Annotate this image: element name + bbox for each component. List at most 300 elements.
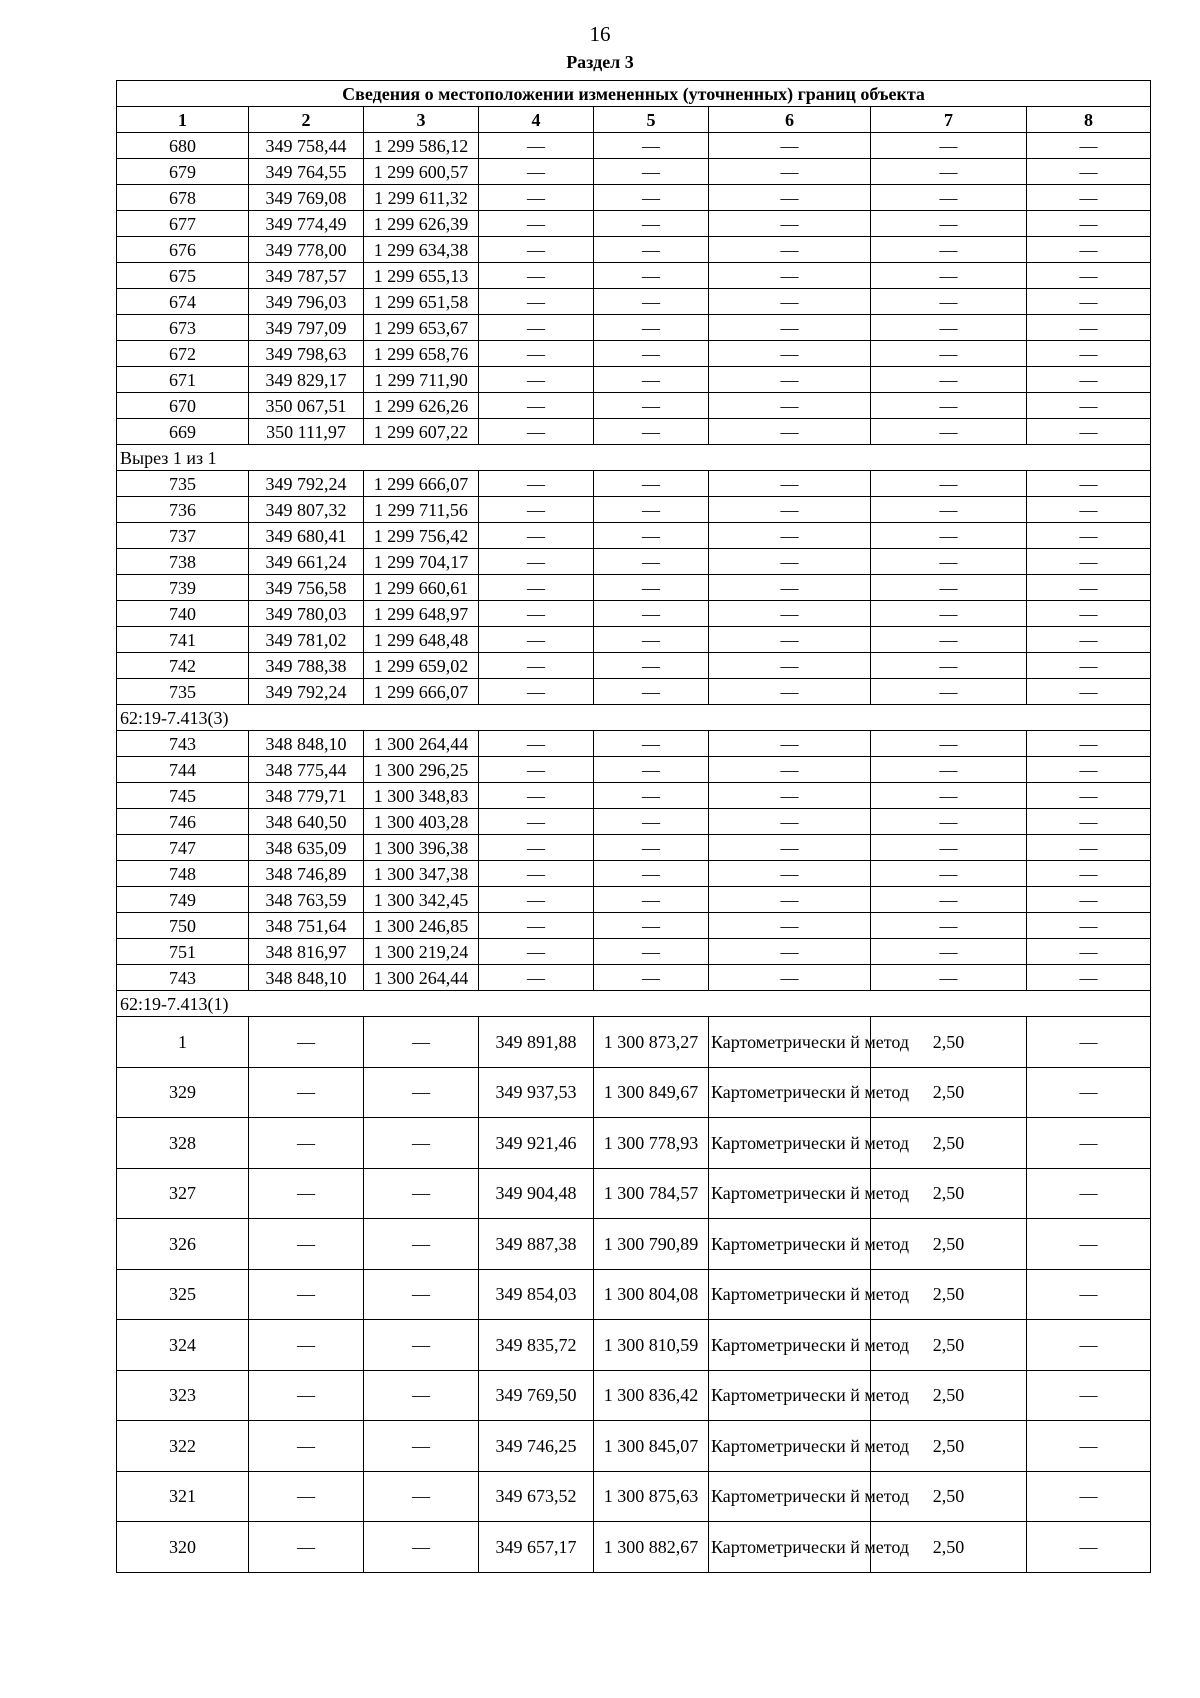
new-coord-y-cell: — bbox=[594, 341, 709, 367]
point-number-cell: 321 bbox=[117, 1471, 249, 1522]
method-cell: — bbox=[709, 237, 871, 263]
coord-y-cell: — bbox=[364, 1522, 479, 1573]
table-row bbox=[117, 185, 1151, 211]
new-coord-y-cell: — bbox=[594, 627, 709, 653]
coord-y-cell: 1 300 403,28 bbox=[364, 809, 479, 835]
new-coord-x-cell: — bbox=[479, 783, 594, 809]
coord-y-cell: — bbox=[364, 1421, 479, 1472]
coord-y-cell: 1 300 347,38 bbox=[364, 861, 479, 887]
column-header: 6 bbox=[709, 107, 871, 133]
table-row bbox=[117, 471, 1151, 497]
description-cell: — bbox=[1027, 1320, 1151, 1371]
boundary-table bbox=[116, 80, 1151, 1573]
new-coord-x-cell: — bbox=[479, 731, 594, 757]
method-cell: — bbox=[709, 315, 871, 341]
new-coord-y-cell: 1 300 845,07 bbox=[594, 1421, 709, 1472]
point-number-cell: 746 bbox=[117, 809, 249, 835]
method-cell: — bbox=[709, 679, 871, 705]
coord-y-cell: 1 299 626,39 bbox=[364, 211, 479, 237]
table-row bbox=[117, 315, 1151, 341]
accuracy-cell: — bbox=[871, 237, 1027, 263]
coord-x-cell: 348 816,97 bbox=[249, 939, 364, 965]
method-cell: — bbox=[709, 731, 871, 757]
coord-x-cell: — bbox=[249, 1320, 364, 1371]
table-row bbox=[117, 1421, 1151, 1472]
coord-x-cell: 348 779,71 bbox=[249, 783, 364, 809]
table-title: Сведения о местоположении измененных (уточненных) границ объекта bbox=[117, 81, 1151, 107]
coord-y-cell: 1 299 611,32 bbox=[364, 185, 479, 211]
table-row bbox=[117, 1219, 1151, 1270]
new-coord-y-cell: — bbox=[594, 939, 709, 965]
new-coord-y-cell: — bbox=[594, 315, 709, 341]
method-cell: Картометрически й метод bbox=[709, 1522, 871, 1573]
table-row bbox=[117, 575, 1151, 601]
table-row bbox=[117, 133, 1151, 159]
method-cell: — bbox=[709, 289, 871, 315]
coord-x-cell: 349 661,24 bbox=[249, 549, 364, 575]
point-number-cell: 738 bbox=[117, 549, 249, 575]
new-coord-y-cell: — bbox=[594, 393, 709, 419]
new-coord-y-cell: — bbox=[594, 965, 709, 991]
new-coord-y-cell: — bbox=[594, 367, 709, 393]
coord-y-cell: 1 299 655,13 bbox=[364, 263, 479, 289]
column-header: 4 bbox=[479, 107, 594, 133]
new-coord-x-cell: 349 673,52 bbox=[479, 1471, 594, 1522]
coord-x-cell: 349 807,32 bbox=[249, 497, 364, 523]
table-row bbox=[117, 393, 1151, 419]
table-row bbox=[117, 809, 1151, 835]
point-number-cell: 743 bbox=[117, 965, 249, 991]
point-number-cell: 673 bbox=[117, 315, 249, 341]
coord-y-cell: — bbox=[364, 1269, 479, 1320]
description-cell: — bbox=[1027, 835, 1151, 861]
method-cell: — bbox=[709, 549, 871, 575]
point-number-cell: 322 bbox=[117, 1421, 249, 1472]
coord-y-cell: 1 300 264,44 bbox=[364, 965, 479, 991]
table-row bbox=[117, 211, 1151, 237]
column-header: 5 bbox=[594, 107, 709, 133]
point-number-cell: 326 bbox=[117, 1219, 249, 1270]
description-cell: — bbox=[1027, 523, 1151, 549]
coord-x-cell: 348 751,64 bbox=[249, 913, 364, 939]
coord-x-cell: 349 792,24 bbox=[249, 471, 364, 497]
new-coord-x-cell: — bbox=[479, 289, 594, 315]
point-number-cell: 748 bbox=[117, 861, 249, 887]
table-row bbox=[117, 1471, 1151, 1522]
accuracy-cell: — bbox=[871, 731, 1027, 757]
coord-y-cell: — bbox=[364, 1320, 479, 1371]
new-coord-y-cell: — bbox=[594, 263, 709, 289]
new-coord-y-cell: 1 300 836,42 bbox=[594, 1370, 709, 1421]
method-cell: — bbox=[709, 211, 871, 237]
new-coord-y-cell: — bbox=[594, 835, 709, 861]
coord-y-cell: 1 300 296,25 bbox=[364, 757, 479, 783]
method-cell: — bbox=[709, 575, 871, 601]
new-coord-x-cell: — bbox=[479, 887, 594, 913]
coord-x-cell: 349 758,44 bbox=[249, 133, 364, 159]
point-number-cell: 745 bbox=[117, 783, 249, 809]
accuracy-cell: — bbox=[871, 653, 1027, 679]
column-header: 1 bbox=[117, 107, 249, 133]
table-row bbox=[117, 835, 1151, 861]
coord-y-cell: — bbox=[364, 1219, 479, 1270]
description-cell: — bbox=[1027, 367, 1151, 393]
group-label-row bbox=[117, 705, 1151, 731]
accuracy-cell: — bbox=[871, 627, 1027, 653]
new-coord-y-cell: — bbox=[594, 757, 709, 783]
new-coord-x-cell: 349 854,03 bbox=[479, 1269, 594, 1320]
accuracy-cell: — bbox=[871, 523, 1027, 549]
description-cell: — bbox=[1027, 601, 1151, 627]
table-row bbox=[117, 419, 1151, 445]
accuracy-cell: — bbox=[871, 133, 1027, 159]
new-coord-x-cell: — bbox=[479, 133, 594, 159]
table-row bbox=[117, 679, 1151, 705]
coord-x-cell: — bbox=[249, 1168, 364, 1219]
column-header: 2 bbox=[249, 107, 364, 133]
coord-x-cell: 348 848,10 bbox=[249, 731, 364, 757]
new-coord-y-cell: 1 300 849,67 bbox=[594, 1067, 709, 1118]
accuracy-cell: — bbox=[871, 575, 1027, 601]
point-number-cell: 736 bbox=[117, 497, 249, 523]
new-coord-x-cell: — bbox=[479, 653, 594, 679]
new-coord-y-cell: — bbox=[594, 913, 709, 939]
point-number-cell: 743 bbox=[117, 731, 249, 757]
coord-x-cell: 350 111,97 bbox=[249, 419, 364, 445]
coord-y-cell: 1 299 600,57 bbox=[364, 159, 479, 185]
new-coord-y-cell: — bbox=[594, 419, 709, 445]
accuracy-cell: 2,50 bbox=[871, 1320, 1027, 1371]
description-cell: — bbox=[1027, 887, 1151, 913]
table-row bbox=[117, 497, 1151, 523]
accuracy-cell: — bbox=[871, 679, 1027, 705]
accuracy-cell: — bbox=[871, 601, 1027, 627]
method-cell: Картометрически й метод bbox=[709, 1471, 871, 1522]
method-cell: Картометрически й метод bbox=[709, 1168, 871, 1219]
new-coord-y-cell: 1 300 873,27 bbox=[594, 1017, 709, 1068]
coord-x-cell: 348 635,09 bbox=[249, 835, 364, 861]
accuracy-cell: 2,50 bbox=[871, 1168, 1027, 1219]
accuracy-cell: — bbox=[871, 263, 1027, 289]
section-title: Раздел 3 bbox=[566, 52, 634, 72]
coord-x-cell: — bbox=[249, 1370, 364, 1421]
method-cell: — bbox=[709, 367, 871, 393]
table-row bbox=[117, 965, 1151, 991]
method-cell: — bbox=[709, 419, 871, 445]
description-cell: — bbox=[1027, 653, 1151, 679]
coord-y-cell: 1 299 586,12 bbox=[364, 133, 479, 159]
description-cell: — bbox=[1027, 237, 1151, 263]
point-number-cell: 672 bbox=[117, 341, 249, 367]
description-cell: — bbox=[1027, 757, 1151, 783]
coord-x-cell: 348 746,89 bbox=[249, 861, 364, 887]
accuracy-cell: 2,50 bbox=[871, 1421, 1027, 1472]
point-number-cell: 680 bbox=[117, 133, 249, 159]
new-coord-y-cell: — bbox=[594, 861, 709, 887]
coord-y-cell: 1 299 711,90 bbox=[364, 367, 479, 393]
new-coord-x-cell: 349 746,25 bbox=[479, 1421, 594, 1472]
accuracy-cell: — bbox=[871, 419, 1027, 445]
table-row bbox=[117, 939, 1151, 965]
point-number-cell: 740 bbox=[117, 601, 249, 627]
coord-y-cell: 1 299 666,07 bbox=[364, 471, 479, 497]
description-cell: — bbox=[1027, 1168, 1151, 1219]
accuracy-cell: 2,50 bbox=[871, 1067, 1027, 1118]
coord-x-cell: 349 769,08 bbox=[249, 185, 364, 211]
coord-x-cell: 348 848,10 bbox=[249, 965, 364, 991]
new-coord-y-cell: 1 300 804,08 bbox=[594, 1269, 709, 1320]
table-row bbox=[117, 1522, 1151, 1573]
coord-y-cell: 1 299 666,07 bbox=[364, 679, 479, 705]
new-coord-y-cell: — bbox=[594, 783, 709, 809]
method-cell: — bbox=[709, 601, 871, 627]
new-coord-y-cell: — bbox=[594, 601, 709, 627]
description-cell: — bbox=[1027, 965, 1151, 991]
coord-x-cell: — bbox=[249, 1471, 364, 1522]
coord-y-cell: 1 299 634,38 bbox=[364, 237, 479, 263]
coord-x-cell: 349 774,49 bbox=[249, 211, 364, 237]
table-row bbox=[117, 783, 1151, 809]
accuracy-cell: — bbox=[871, 809, 1027, 835]
new-coord-y-cell: — bbox=[594, 471, 709, 497]
accuracy-cell: 2,50 bbox=[871, 1522, 1027, 1573]
description-cell: — bbox=[1027, 263, 1151, 289]
accuracy-cell: — bbox=[871, 341, 1027, 367]
coord-y-cell: — bbox=[364, 1370, 479, 1421]
table-row bbox=[117, 523, 1151, 549]
accuracy-cell: 2,50 bbox=[871, 1219, 1027, 1270]
description-cell: — bbox=[1027, 913, 1151, 939]
description-cell: — bbox=[1027, 679, 1151, 705]
method-cell: — bbox=[709, 393, 871, 419]
coord-x-cell: — bbox=[249, 1421, 364, 1472]
accuracy-cell: — bbox=[871, 159, 1027, 185]
coord-y-cell: 1 300 348,83 bbox=[364, 783, 479, 809]
description-cell: — bbox=[1027, 939, 1151, 965]
method-cell: Картометрически й метод bbox=[709, 1118, 871, 1169]
coord-y-cell: 1 300 342,45 bbox=[364, 887, 479, 913]
description-cell: — bbox=[1027, 575, 1151, 601]
point-number-cell: 679 bbox=[117, 159, 249, 185]
group-label: 62:19-7.413(1) bbox=[117, 991, 1151, 1017]
description-cell: — bbox=[1027, 731, 1151, 757]
accuracy-cell: — bbox=[871, 783, 1027, 809]
coord-x-cell: 349 680,41 bbox=[249, 523, 364, 549]
table-row bbox=[117, 1269, 1151, 1320]
table-row bbox=[117, 887, 1151, 913]
new-coord-y-cell: 1 300 810,59 bbox=[594, 1320, 709, 1371]
description-cell: — bbox=[1027, 393, 1151, 419]
description-cell: — bbox=[1027, 1067, 1151, 1118]
new-coord-x-cell: — bbox=[479, 523, 594, 549]
table-body bbox=[117, 81, 1151, 1573]
coord-y-cell: 1 299 653,67 bbox=[364, 315, 479, 341]
description-cell: — bbox=[1027, 159, 1151, 185]
new-coord-y-cell: — bbox=[594, 679, 709, 705]
table-row bbox=[117, 1168, 1151, 1219]
new-coord-y-cell: — bbox=[594, 575, 709, 601]
new-coord-x-cell: 349 887,38 bbox=[479, 1219, 594, 1270]
method-cell: — bbox=[709, 653, 871, 679]
column-header-row bbox=[117, 107, 1151, 133]
group-label-row bbox=[117, 991, 1151, 1017]
table-row bbox=[117, 601, 1151, 627]
new-coord-x-cell: — bbox=[479, 419, 594, 445]
new-coord-x-cell: — bbox=[479, 497, 594, 523]
method-cell: — bbox=[709, 159, 871, 185]
new-coord-x-cell: 349 835,72 bbox=[479, 1320, 594, 1371]
coord-x-cell: 349 756,58 bbox=[249, 575, 364, 601]
coord-x-cell: 349 764,55 bbox=[249, 159, 364, 185]
new-coord-y-cell: 1 300 784,57 bbox=[594, 1168, 709, 1219]
new-coord-x-cell: — bbox=[479, 861, 594, 887]
new-coord-y-cell: — bbox=[594, 497, 709, 523]
point-number-cell: 735 bbox=[117, 679, 249, 705]
point-number-cell: 328 bbox=[117, 1118, 249, 1169]
accuracy-cell: — bbox=[871, 913, 1027, 939]
table-row bbox=[117, 1118, 1151, 1169]
method-cell: Картометрически й метод bbox=[709, 1269, 871, 1320]
new-coord-x-cell: — bbox=[479, 913, 594, 939]
table-row bbox=[117, 731, 1151, 757]
new-coord-x-cell: — bbox=[479, 809, 594, 835]
new-coord-x-cell: 349 921,46 bbox=[479, 1118, 594, 1169]
accuracy-cell: 2,50 bbox=[871, 1017, 1027, 1068]
coord-y-cell: — bbox=[364, 1067, 479, 1118]
coord-x-cell: 349 788,38 bbox=[249, 653, 364, 679]
accuracy-cell: — bbox=[871, 315, 1027, 341]
table-row bbox=[117, 549, 1151, 575]
new-coord-y-cell: 1 300 790,89 bbox=[594, 1219, 709, 1270]
point-number-cell: 737 bbox=[117, 523, 249, 549]
description-cell: — bbox=[1027, 809, 1151, 835]
coord-x-cell: 348 775,44 bbox=[249, 757, 364, 783]
point-number-cell: 751 bbox=[117, 939, 249, 965]
method-cell: Картометрически й метод bbox=[709, 1017, 871, 1068]
column-header: 8 bbox=[1027, 107, 1151, 133]
accuracy-cell: — bbox=[871, 757, 1027, 783]
table-row bbox=[117, 1320, 1151, 1371]
coord-y-cell: 1 299 660,61 bbox=[364, 575, 479, 601]
column-header: 3 bbox=[364, 107, 479, 133]
accuracy-cell: — bbox=[871, 289, 1027, 315]
method-cell: — bbox=[709, 939, 871, 965]
method-cell: — bbox=[709, 783, 871, 809]
accuracy-cell: — bbox=[871, 549, 1027, 575]
coord-y-cell: 1 299 659,02 bbox=[364, 653, 479, 679]
table-title-row bbox=[117, 81, 1151, 107]
group-label: Вырез 1 из 1 bbox=[117, 445, 1151, 471]
method-cell: — bbox=[709, 497, 871, 523]
accuracy-cell: 2,50 bbox=[871, 1118, 1027, 1169]
new-coord-x-cell: 349 891,88 bbox=[479, 1017, 594, 1068]
accuracy-cell: — bbox=[871, 367, 1027, 393]
description-cell: — bbox=[1027, 549, 1151, 575]
new-coord-x-cell: 349 904,48 bbox=[479, 1168, 594, 1219]
coord-y-cell: 1 299 626,26 bbox=[364, 393, 479, 419]
coord-y-cell: — bbox=[364, 1471, 479, 1522]
point-number-cell: 741 bbox=[117, 627, 249, 653]
description-cell: — bbox=[1027, 1269, 1151, 1320]
accuracy-cell: — bbox=[871, 185, 1027, 211]
coord-x-cell: 349 781,02 bbox=[249, 627, 364, 653]
description-cell: — bbox=[1027, 419, 1151, 445]
description-cell: — bbox=[1027, 1219, 1151, 1270]
new-coord-x-cell: — bbox=[479, 185, 594, 211]
point-number-cell: 1 bbox=[117, 1017, 249, 1068]
new-coord-y-cell: 1 300 882,67 bbox=[594, 1522, 709, 1573]
description-cell: — bbox=[1027, 627, 1151, 653]
table-row bbox=[117, 1067, 1151, 1118]
description-cell: — bbox=[1027, 783, 1151, 809]
new-coord-y-cell: — bbox=[594, 809, 709, 835]
point-number-cell: 747 bbox=[117, 835, 249, 861]
new-coord-x-cell: — bbox=[479, 393, 594, 419]
coord-x-cell: — bbox=[249, 1017, 364, 1068]
coord-y-cell: 1 300 219,24 bbox=[364, 939, 479, 965]
page-number: 16 bbox=[589, 22, 611, 46]
method-cell: — bbox=[709, 835, 871, 861]
point-number-cell: 327 bbox=[117, 1168, 249, 1219]
new-coord-y-cell: 1 300 875,63 bbox=[594, 1471, 709, 1522]
new-coord-x-cell: — bbox=[479, 367, 594, 393]
method-cell: — bbox=[709, 887, 871, 913]
coord-y-cell: 1 299 658,76 bbox=[364, 341, 479, 367]
table-row bbox=[117, 913, 1151, 939]
point-number-cell: 749 bbox=[117, 887, 249, 913]
method-cell: — bbox=[709, 471, 871, 497]
new-coord-x-cell: — bbox=[479, 471, 594, 497]
method-cell: Картометрически й метод bbox=[709, 1219, 871, 1270]
point-number-cell: 735 bbox=[117, 471, 249, 497]
new-coord-y-cell: — bbox=[594, 731, 709, 757]
table-row bbox=[117, 653, 1151, 679]
coord-y-cell: 1 299 607,22 bbox=[364, 419, 479, 445]
point-number-cell: 325 bbox=[117, 1269, 249, 1320]
description-cell: — bbox=[1027, 861, 1151, 887]
accuracy-cell: — bbox=[871, 887, 1027, 913]
point-number-cell: 744 bbox=[117, 757, 249, 783]
coord-y-cell: 1 299 651,58 bbox=[364, 289, 479, 315]
coord-x-cell: 349 798,63 bbox=[249, 341, 364, 367]
new-coord-x-cell: — bbox=[479, 965, 594, 991]
column-header: 7 bbox=[871, 107, 1027, 133]
table-row bbox=[117, 627, 1151, 653]
new-coord-x-cell: — bbox=[479, 237, 594, 263]
accuracy-cell: — bbox=[871, 861, 1027, 887]
method-cell: — bbox=[709, 757, 871, 783]
new-coord-x-cell: — bbox=[479, 679, 594, 705]
new-coord-y-cell: — bbox=[594, 887, 709, 913]
group-label-row bbox=[117, 445, 1151, 471]
description-cell: — bbox=[1027, 1370, 1151, 1421]
new-coord-y-cell: — bbox=[594, 549, 709, 575]
accuracy-cell: 2,50 bbox=[871, 1269, 1027, 1320]
point-number-cell: 742 bbox=[117, 653, 249, 679]
method-cell: — bbox=[709, 185, 871, 211]
method-cell: — bbox=[709, 861, 871, 887]
method-cell: — bbox=[709, 913, 871, 939]
description-cell: — bbox=[1027, 1522, 1151, 1573]
new-coord-y-cell: 1 300 778,93 bbox=[594, 1118, 709, 1169]
coord-y-cell: 1 300 264,44 bbox=[364, 731, 479, 757]
new-coord-x-cell: — bbox=[479, 263, 594, 289]
point-number-cell: 678 bbox=[117, 185, 249, 211]
method-cell: Картометрически й метод bbox=[709, 1370, 871, 1421]
table-row bbox=[117, 757, 1151, 783]
point-number-cell: 674 bbox=[117, 289, 249, 315]
coord-y-cell: — bbox=[364, 1017, 479, 1068]
